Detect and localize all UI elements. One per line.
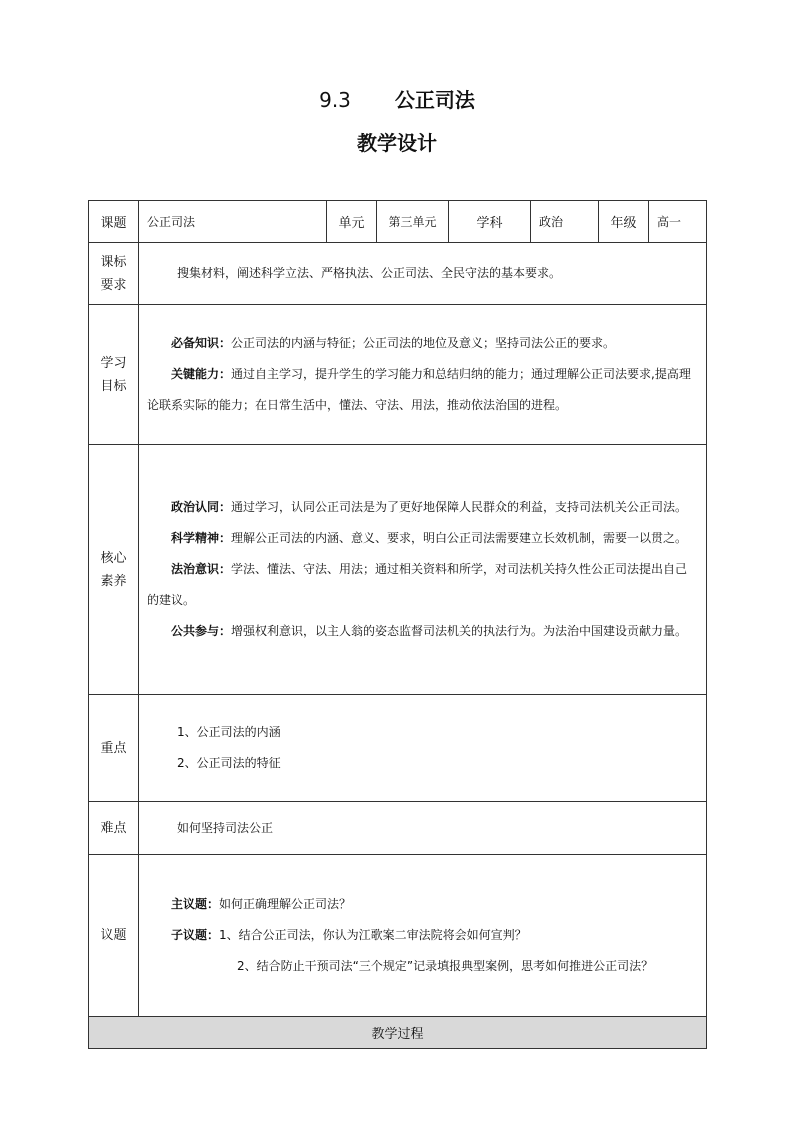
difficulty-cell bbox=[139, 802, 707, 855]
literacy-item bbox=[147, 616, 696, 647]
process-row bbox=[89, 1017, 707, 1049]
page-title bbox=[0, 84, 794, 113]
grade-label: 年级 bbox=[599, 201, 649, 243]
literacy-item-title: 法治意识： bbox=[171, 562, 232, 576]
knowledge-text: 公正司法的内涵与特征；公正司法的地位及意义；坚持司法公正的要求。 bbox=[231, 336, 616, 350]
literacy-item-text: 增强权利意识，以主人翁的姿态监督司法机关的执法行为。为法治中国建设贡献力量。 bbox=[231, 624, 688, 638]
standard-label-line-1: 课标 bbox=[100, 254, 127, 270]
standard-label-line-2: 要求 bbox=[100, 277, 127, 293]
difficulty-text: 如何坚持司法公正 bbox=[177, 820, 274, 835]
objectives-label-line-2: 目标 bbox=[100, 378, 127, 394]
key-points-cell bbox=[139, 695, 707, 802]
literacy-label-line-1: 核心 bbox=[100, 550, 127, 566]
literacy-row bbox=[89, 445, 707, 695]
ability-text: 通过自主学习，提升学生的学习能力和总结归纳的能力；通过理解公正司法要求,提高理论联系实际的能力；在日常生活中，懂法、守法、用法，推动依法治国的进程。 bbox=[147, 367, 691, 412]
sub-issue bbox=[147, 920, 696, 951]
key-point-item: 2、公正司法的特征 bbox=[177, 756, 281, 770]
standard-row bbox=[89, 243, 707, 305]
literacy-item-text: 通过学习，认同公正司法是为了更好地保障人民群众的利益，支持司法机关公正司法。 bbox=[231, 500, 688, 514]
literacy-item-text: 理解公正司法的内涵、意义、要求，明白公正司法需要建立长效机制，需要一以贯之。 bbox=[231, 531, 688, 545]
literacy-item-text: 学法、懂法、守法、用法；通过相关资料和所学，对司法机关持久性公正司法提出自己的建议。 bbox=[147, 562, 688, 607]
literacy-item-title: 公共参与： bbox=[171, 624, 232, 638]
literacy-item-title: 科学精神： bbox=[171, 531, 232, 545]
literacy-item bbox=[147, 554, 696, 616]
key-points-label: 重点 bbox=[89, 695, 139, 802]
subject-label: 学科 bbox=[449, 201, 531, 243]
key-points-row bbox=[89, 695, 707, 802]
topic-label: 课题 bbox=[89, 201, 139, 243]
difficulty-row bbox=[89, 802, 707, 855]
standard-text: 搜集材料，阐述科学立法、严格执法、公正司法、全民守法的基本要求。 bbox=[177, 266, 562, 280]
objectives-label-line-1: 学习 bbox=[100, 355, 127, 371]
section-title: 公正司法 bbox=[394, 88, 475, 112]
unit-label: 单元 bbox=[327, 201, 377, 243]
standard-label bbox=[89, 243, 139, 305]
literacy-item-title: 政治认同： bbox=[171, 500, 232, 514]
issues-row bbox=[89, 855, 707, 1017]
main-issue-text: 如何正确理解公正司法？ bbox=[219, 897, 352, 911]
literacy-item bbox=[147, 523, 696, 554]
knowledge-title: 必备知识： bbox=[171, 336, 232, 350]
literacy-cell bbox=[139, 445, 707, 695]
ability-title: 关键能力： bbox=[171, 367, 232, 381]
page-subtitle: 教学设计 bbox=[357, 131, 437, 155]
lesson-design-table bbox=[88, 200, 707, 1049]
objectives-cell bbox=[139, 305, 707, 445]
grade-value: 高一 bbox=[649, 201, 707, 243]
objectives-row bbox=[89, 305, 707, 445]
sub-issue-1: 1、结合公正司法，你认为江歌案二审法院将会如何宣判？ bbox=[219, 928, 527, 942]
standard-cell bbox=[139, 243, 707, 305]
main-issue-title: 主议题： bbox=[171, 897, 220, 911]
objectives-label bbox=[89, 305, 139, 445]
key-point-item: 1、公正司法的内涵 bbox=[177, 725, 281, 739]
ability-paragraph bbox=[147, 359, 696, 421]
sub-issue-2: 2、结合防止干预司法“三个规定”记录填报典型案例，思考如何推进公正司法？ bbox=[237, 959, 654, 973]
literacy-item bbox=[147, 492, 696, 523]
process-header: 教学过程 bbox=[89, 1017, 707, 1049]
sub-issue-title: 子议题： bbox=[171, 928, 220, 942]
literacy-label-line-2: 素养 bbox=[100, 573, 127, 589]
main-issue bbox=[147, 889, 696, 920]
issues-cell bbox=[139, 855, 707, 1017]
info-row bbox=[89, 201, 707, 243]
topic-value: 公正司法 bbox=[139, 201, 327, 243]
unit-value: 第三单元 bbox=[377, 201, 449, 243]
literacy-label bbox=[89, 445, 139, 695]
difficulty-label: 难点 bbox=[89, 802, 139, 855]
section-number: 9.3 bbox=[319, 88, 351, 112]
issues-label: 议题 bbox=[89, 855, 139, 1017]
subject-value: 政治 bbox=[531, 201, 599, 243]
knowledge-paragraph bbox=[147, 328, 696, 359]
